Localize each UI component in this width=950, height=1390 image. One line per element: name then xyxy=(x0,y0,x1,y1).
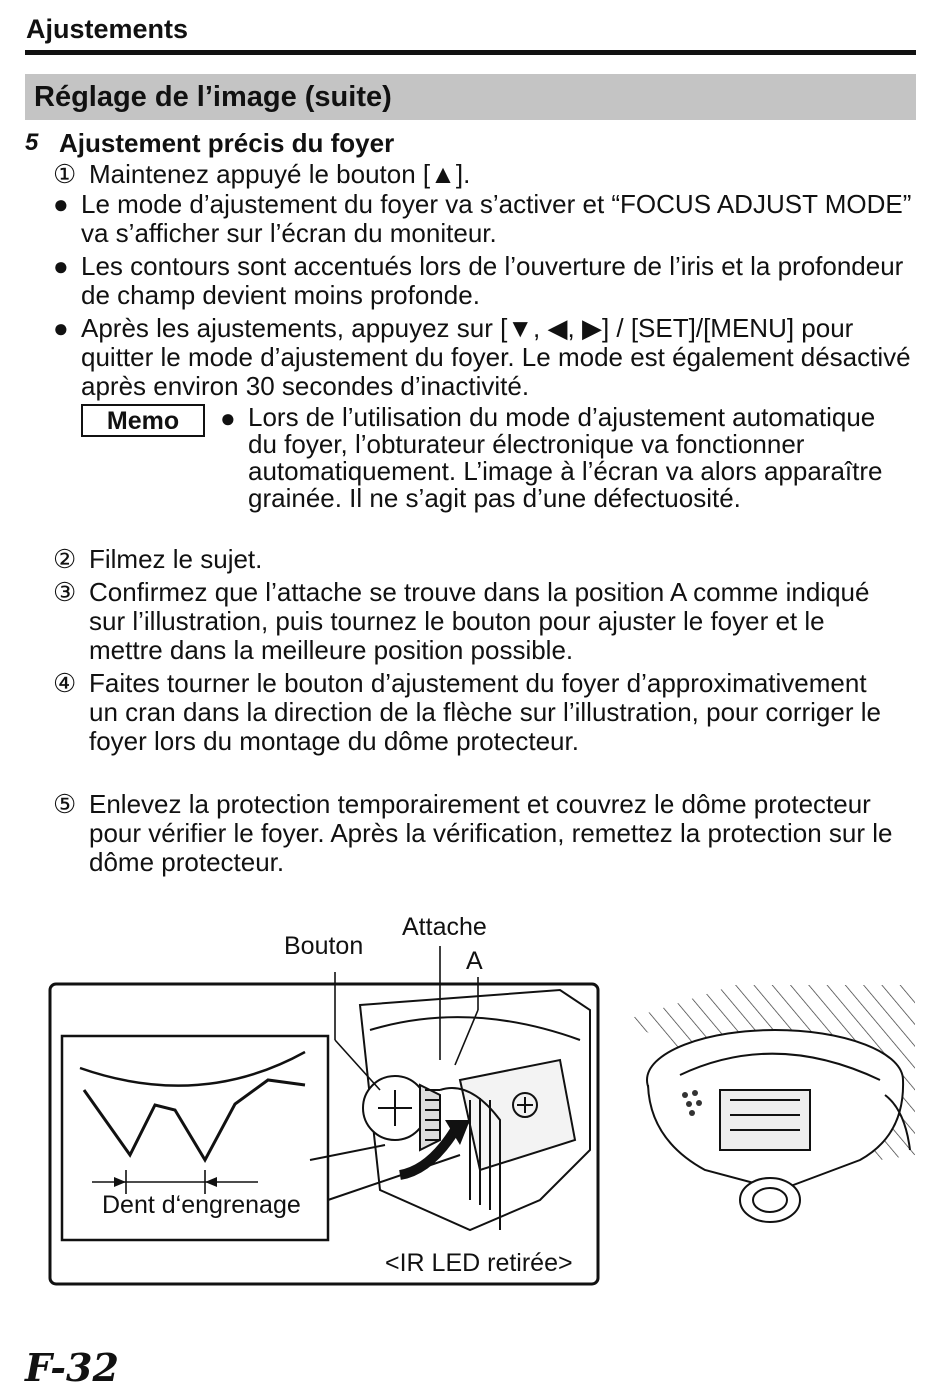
label-bouton: Bouton xyxy=(284,932,364,960)
label-attache: Attache xyxy=(402,913,487,941)
label-gear-tooth: Dent d‘engrenage xyxy=(102,1191,301,1219)
bullet-icon: ● xyxy=(53,189,69,219)
bullet-text: Après les ajustements, appuyez sur [▼, ◀, ▶] / [SET]/[MENU] pour quitter le mode d’ajustement du foyer. Le mode est également désactivé après environ 30 secondes d’inactivité. xyxy=(81,313,911,401)
dome-camera xyxy=(625,985,915,1222)
label-ir-led-removed: <IR LED retirée> xyxy=(385,1249,573,1277)
substep-text: Maintenez appuyé le bouton [▲]. xyxy=(89,159,471,189)
substep-number: ④ xyxy=(53,668,77,698)
substep-text: Filmez le sujet. xyxy=(89,544,263,574)
step-number: 5 xyxy=(25,129,39,156)
bullet-text: Les contours sont accentués lors de l’ouverture de l’iris et la profondeur de champ devient moins profonde. xyxy=(81,251,904,310)
page-header-title: Ajustements xyxy=(26,14,189,44)
section-title: Réglage de l’image (suite) xyxy=(34,81,392,113)
substep-number: ② xyxy=(53,544,77,574)
substep-text: Enlevez la protection temporairement et couvrez le dôme protecteur pour vérifier le foyer. Après la vérification, remettez la protection sur le dôme protecteur. xyxy=(89,789,893,877)
memo-label: Memo xyxy=(81,404,205,437)
step-title: Ajustement précis du foyer xyxy=(59,128,395,158)
label-position-a: A xyxy=(466,947,483,975)
bullet-icon: ● xyxy=(53,313,69,343)
bullet-icon: ● xyxy=(53,251,69,281)
substep-text: Faites tourner le bouton d’ajustement du foyer d’approximativement un cran dans la direction de la flèche sur l’illustration, pour corriger le foyer lors du montage du dôme protecteur. xyxy=(89,668,881,756)
substep-text: Confirmez que l’attache se trouve dans la position A comme indiqué sur l’illustration, puis tournez le bouton pour ajuster le foyer et le mettre dans la meilleure position possible. xyxy=(89,577,870,665)
substep-number: ⑤ xyxy=(53,789,77,819)
bullet-text: Le mode d’ajustement du foyer va s’activer et “FOCUS ADJUST MODE” va s’afficher sur l’écran du moniteur. xyxy=(81,189,912,248)
substep-number: ③ xyxy=(53,577,77,607)
memo-bullet-icon: ● xyxy=(220,403,236,433)
substep-number: ① xyxy=(53,159,77,189)
memo-text: Lors de l’utilisation du mode d’ajustement automatique du foyer, l’obturateur électronique va fonctionner automatiquement. L’image à l’écran va alors apparaître grainée. Il ne s’agit pas d’une défectuosité. xyxy=(248,402,883,513)
page-number: F-32 xyxy=(25,1345,119,1390)
